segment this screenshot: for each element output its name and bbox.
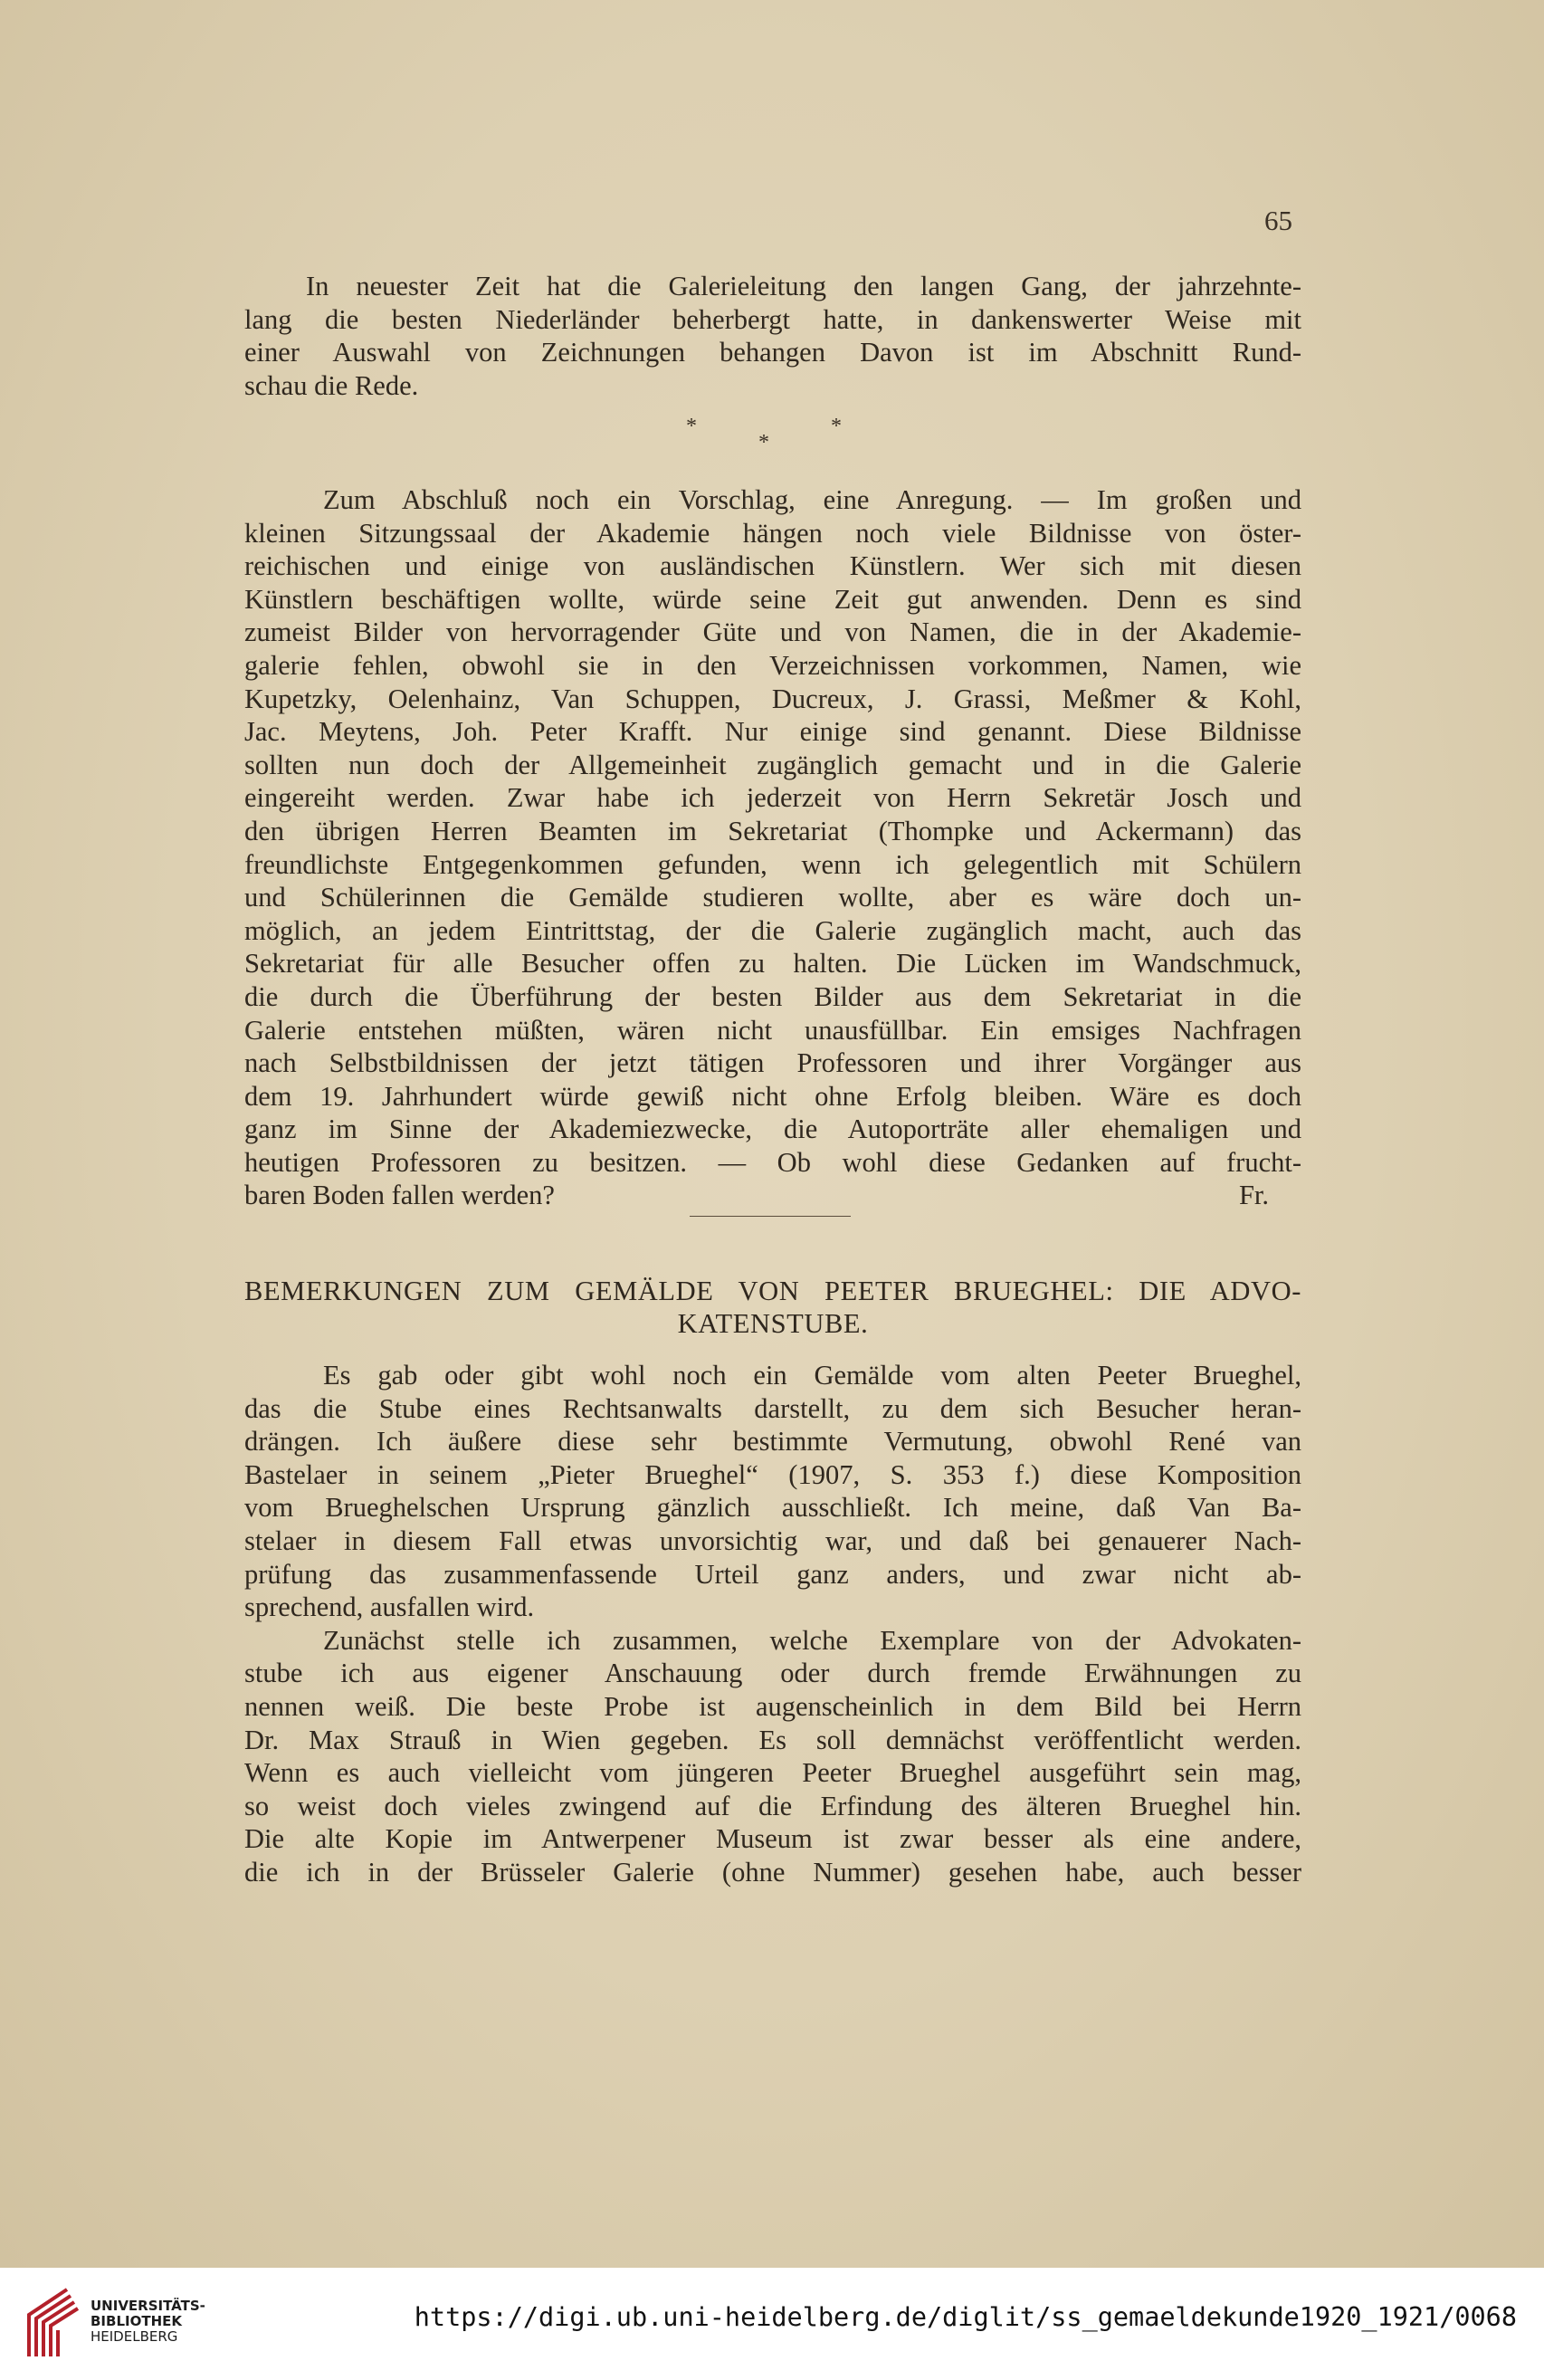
text-line: stube ich aus eigener Anschauung oder durch fremde Erwähnungen zu	[244, 1658, 1301, 1689]
heading-line: KATENSTUBE.	[677, 1308, 869, 1339]
text-line: freundlichste Entgegenkommen gefunden, wenn ich gelegentlich mit Schülern	[244, 848, 1301, 880]
text-line: zumeist Bilder von hervorragender Güte und von Namen, die in der Akademie-	[244, 617, 1301, 648]
text-line: einer Auswahl von Zeichnungen behangen Davon ist im Abschnitt Rund-	[244, 337, 1301, 368]
text-line-with-signature	[244, 1179, 1301, 1212]
paragraph-academy-proposal	[244, 483, 1301, 1212]
paragraph-4	[244, 1624, 1301, 1889]
paragraph-gallery-drawings	[244, 270, 1301, 402]
paragraph-1	[244, 270, 1301, 402]
text-line: die ich in der Brüsseler Galerie (ohne Nummer) gesehen habe, auch besser	[244, 1856, 1301, 1888]
text-line: Wenn es auch vielleicht vom jüngeren Peeter Brueghel ausgeführt sein mag,	[244, 1757, 1301, 1789]
library-name	[91, 2299, 205, 2345]
text-line: dem 19. Jahrhundert würde gewiß nicht ohne Erfolg bleiben. Wäre es doch	[244, 1080, 1301, 1112]
paragraph-brueghel-advocate	[244, 1359, 1301, 1889]
library-name-line: BIBLIOTHEK	[91, 2313, 182, 2329]
text-line: Kupetzky, Oelenhainz, Van Schuppen, Ducreux, J. Grassi, Meßmer & Kohl,	[244, 683, 1301, 714]
text-line: lang die besten Niederländer beherbergt hatte, in dankenswerter Weise mit	[244, 303, 1301, 335]
text-line: das die Stube eines Rechtsanwalts darstellt, zu dem sich Besucher heran-	[244, 1392, 1301, 1424]
text-line: Künstlern beschäftigen wollte, würde seine Zeit gut anwenden. Denn es sind	[244, 583, 1301, 615]
text-line: kleinen Sitzungssaal der Akademie hängen noch viele Bildnisse von öster-	[244, 517, 1301, 549]
text-line: Galerie entstehen müßten, wären nicht unausfüllbar. Ein emsiges Nachfragen	[244, 1014, 1301, 1046]
text-line: sprechend, ausfallen wird.	[244, 1591, 535, 1623]
page-number: 65	[1264, 205, 1292, 236]
star-mark: *	[831, 415, 842, 438]
text-line: Bastelaer in seinem „Pieter Brueghel“ (1907, S. 353 f.) diese Komposition	[244, 1458, 1301, 1490]
library-name-line: UNIVERSITÄTS-	[91, 2298, 205, 2314]
text-line: die durch die Überführung der besten Bilder aus dem Sekretariat in die	[244, 980, 1301, 1012]
text-line: so weist doch vieles zwingend auf die Erfindung des älteren Brueghel hin.	[244, 1790, 1301, 1821]
text-line: schau die Rede.	[244, 369, 419, 401]
text-line: In neuester Zeit hat die Galerieleitung den langen Gang, der jahrzehnte-	[306, 271, 1301, 301]
text-line: sollten nun doch der Allgemeinheit zugänglich gemacht und in die Galerie	[244, 749, 1301, 780]
section-divider-rule	[690, 1216, 851, 1217]
text-line: Zunächst stelle ich zusammen, welche Exemplare von der Advokaten-	[323, 1624, 1301, 1656]
text-line: galerie fehlen, obwohl sie in den Verzeichnissen vorkommen, Namen, wie	[244, 649, 1301, 681]
text-line: drängen. Ich äußere diese sehr bestimmte Vermutung, obwohl René van	[244, 1426, 1301, 1458]
text-line: Jac. Meytens, Joh. Peter Krafft. Nur einige sind genannt. Diese Bildnisse	[244, 716, 1301, 748]
text-line: baren Boden fallen werden?	[244, 1180, 555, 1211]
star-mark: *	[686, 415, 697, 438]
text-line: heutigen Professoren zu besitzen. — Ob wohl diese Gedanken auf frucht-	[244, 1146, 1301, 1178]
text-line: ganz im Sinne der Akademiezwecke, die Autoporträte aller ehemaligen und	[244, 1114, 1301, 1145]
text-line: eingereiht werden. Zwar habe ich jederzeit von Herrn Sekretär Josch und	[244, 782, 1301, 814]
text-line: Es gab oder gibt wohl noch ein Gemälde vom alten Peeter Brueghel,	[323, 1360, 1301, 1391]
text-line: stelaer in diesem Fall etwas unvorsichtig war, und daß bei genauerer Nach-	[244, 1525, 1301, 1556]
text-line: nennen weiß. Die beste Probe ist augenscheinlich in dem Bild bei Herrn	[244, 1690, 1301, 1722]
text-line: nach Selbstbildnissen der jetzt tätigen Professoren und ihrer Vorgänger aus	[244, 1047, 1301, 1079]
section-separator-stars	[670, 415, 869, 456]
paragraph-3	[244, 1359, 1301, 1624]
text-line: den übrigen Herren Beamten im Sekretariat (Thompke und Ackermann) das	[244, 815, 1301, 846]
text-line: Die alte Kopie im Antwerpener Museum ist zwar besser als eine andere,	[244, 1823, 1301, 1855]
author-signature: Fr.	[1238, 1180, 1269, 1211]
text-line: Dr. Max Strauß in Wien gegeben. Es soll demnächst veröffentlicht werden.	[244, 1724, 1301, 1755]
text-line: prüfung das zusammenfassende Urteil ganz anders, und zwar nicht ab-	[244, 1558, 1301, 1590]
library-name-line: HEIDELBERG	[91, 2328, 178, 2345]
source-url-link[interactable]: https://digi.ub.uni-heidelberg.de/diglit/ss_gemaeldekunde1920_1921/0068	[414, 2302, 1517, 2332]
star-mark: *	[758, 431, 769, 454]
digitization-footer	[0, 2268, 1544, 2380]
heading-line: BEMERKUNGEN ZUM GEMÄLDE VON PEETER BRUEGHEL: DIE ADVO-	[244, 1276, 1301, 1306]
text-line: Zum Abschluß noch ein Vorschlag, eine Anregung. — Im großen und	[323, 484, 1301, 515]
text-line: reichischen und einige von ausländischen Künstlern. Wer sich mit diesen	[244, 550, 1301, 582]
section-heading	[244, 1275, 1301, 1340]
text-line: Sekretariat für alle Besucher offen zu halten. Die Lücken im Wandschmuck,	[244, 948, 1301, 980]
text-line: und Schülerinnen die Gemälde studieren wollte, aber es wäre doch un-	[244, 882, 1301, 913]
text-line: vom Brueghelschen Ursprung gänzlich ausschließt. Ich meine, daß Van Ba-	[244, 1492, 1301, 1524]
text-line: möglich, an jedem Eintrittstag, der die Galerie zugänglich macht, auch das	[244, 914, 1301, 946]
paragraph-2	[244, 483, 1301, 1212]
